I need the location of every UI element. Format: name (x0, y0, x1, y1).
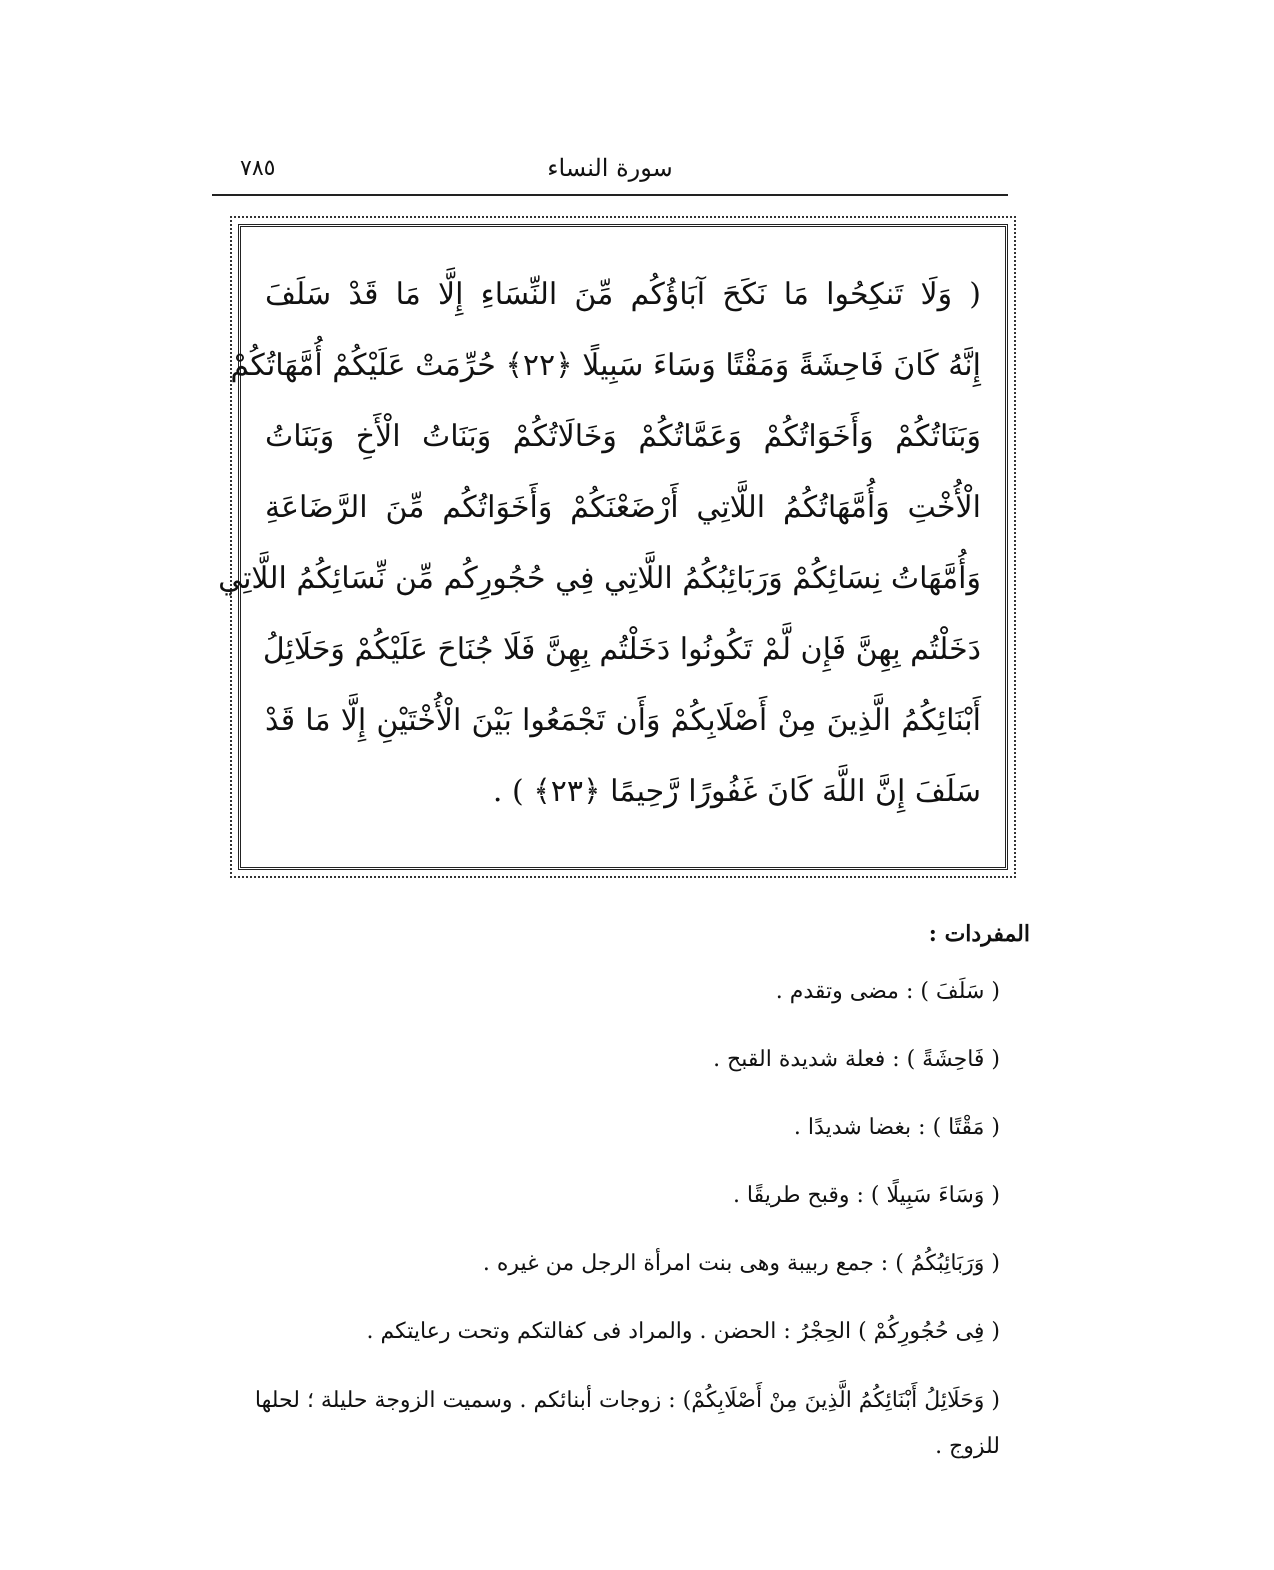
verse-line: وَأُمَّهَاتُ نِسَائِكُمْ وَرَبَائِبُكُمُ اللَّاتِي فِي حُجُورِكُم مِّن نِّسَائِكُمُ اللَّاتِي (218, 561, 981, 596)
vocabulary-item: ( فَاحِشَةً ) : فعلة شديدة القبح . (713, 1047, 1000, 1072)
page-number: ٧٨٥ (240, 156, 276, 181)
verse-line: الْأُخْتِ وَأُمَّهَاتُكُمُ اللَّاتِي أَرْضَعْنَكُمْ وَأَخَوَاتُكُم مِّنَ الرَّضَاعَةِ (265, 490, 981, 525)
verse-text (218, 259, 981, 827)
verse-line: سَلَفَ إِنَّ اللَّهَ كَانَ غَفُورًا رَّحِيمًا ﴿٢٣﴾ ) . (492, 774, 981, 809)
vocabulary-item: ( وَحَلَائِلُ أَبْنَائِكُمُ الَّذِينَ مِنْ أَصْلَابِكُمْ) : زوجات أبنائكم . وسميت الزوجة حليلة ؛ لحلها للزوج . (254, 1388, 1000, 1459)
vocabulary-section (230, 910, 1030, 1470)
vocabulary-item: ( فِى حُجُورِكُمْ ) الحِجْرُ : الحضن . والمراد فى كفالتكم وتحت رعايتكم . (366, 1319, 1000, 1344)
verse-line: وَبَنَاتُكُمْ وَأَخَوَاتُكُمْ وَعَمَّاتُكُمْ وَخَالَاتُكُمْ وَبَنَاتُ الْأَخِ وَبَنَاتُ (265, 419, 981, 454)
verse-line: أَبْنَائِكُمُ الَّذِينَ مِنْ أَصْلَابِكُمْ وَأَن تَجْمَعُوا بَيْنَ الْأُخْتَيْنِ إِلَّا مَا قَدْ (265, 703, 981, 738)
verse-line: ( وَلَا تَنكِحُوا مَا نَكَحَ آبَاؤُكُم مِّنَ النِّسَاءِ إِلَّا مَا قَدْ سَلَفَ (265, 277, 981, 312)
vocabulary-item: ( سَلَفَ ) : مضى وتقدم . (775, 979, 1000, 1004)
verse-line: إِنَّهُ كَانَ فَاحِشَةً وَمَقْتًا وَسَاءَ سَبِيلًا ﴿٢٢﴾ حُرِّمَتْ عَلَيْكُمْ أُمَّهَاتُكُمْ (230, 348, 981, 383)
page-header (212, 150, 1008, 196)
surah-title: سورة النساء (547, 154, 673, 182)
vocabulary-item: ( مَقْتًا ) : بغضا شديدًا . (793, 1115, 1000, 1140)
vocabulary-item: ( وَرَبَائِبُكُمُ ) : جمع ربيبة وهى بنت امرأة الرجل من غيره . (482, 1251, 1000, 1276)
verse-frame (218, 224, 1008, 870)
vocabulary-title: المفردات : (928, 921, 1030, 947)
vocabulary-item: ( وَسَاءَ سَبِيلًا ) : وقبح طريقًا . (732, 1183, 1000, 1208)
verse-line: دَخَلْتُم بِهِنَّ فَإِن لَّمْ تَكُونُوا دَخَلْتُم بِهِنَّ فَلَا جُنَاحَ عَلَيْكُمْ وَحَلَائِلُ (262, 632, 981, 667)
